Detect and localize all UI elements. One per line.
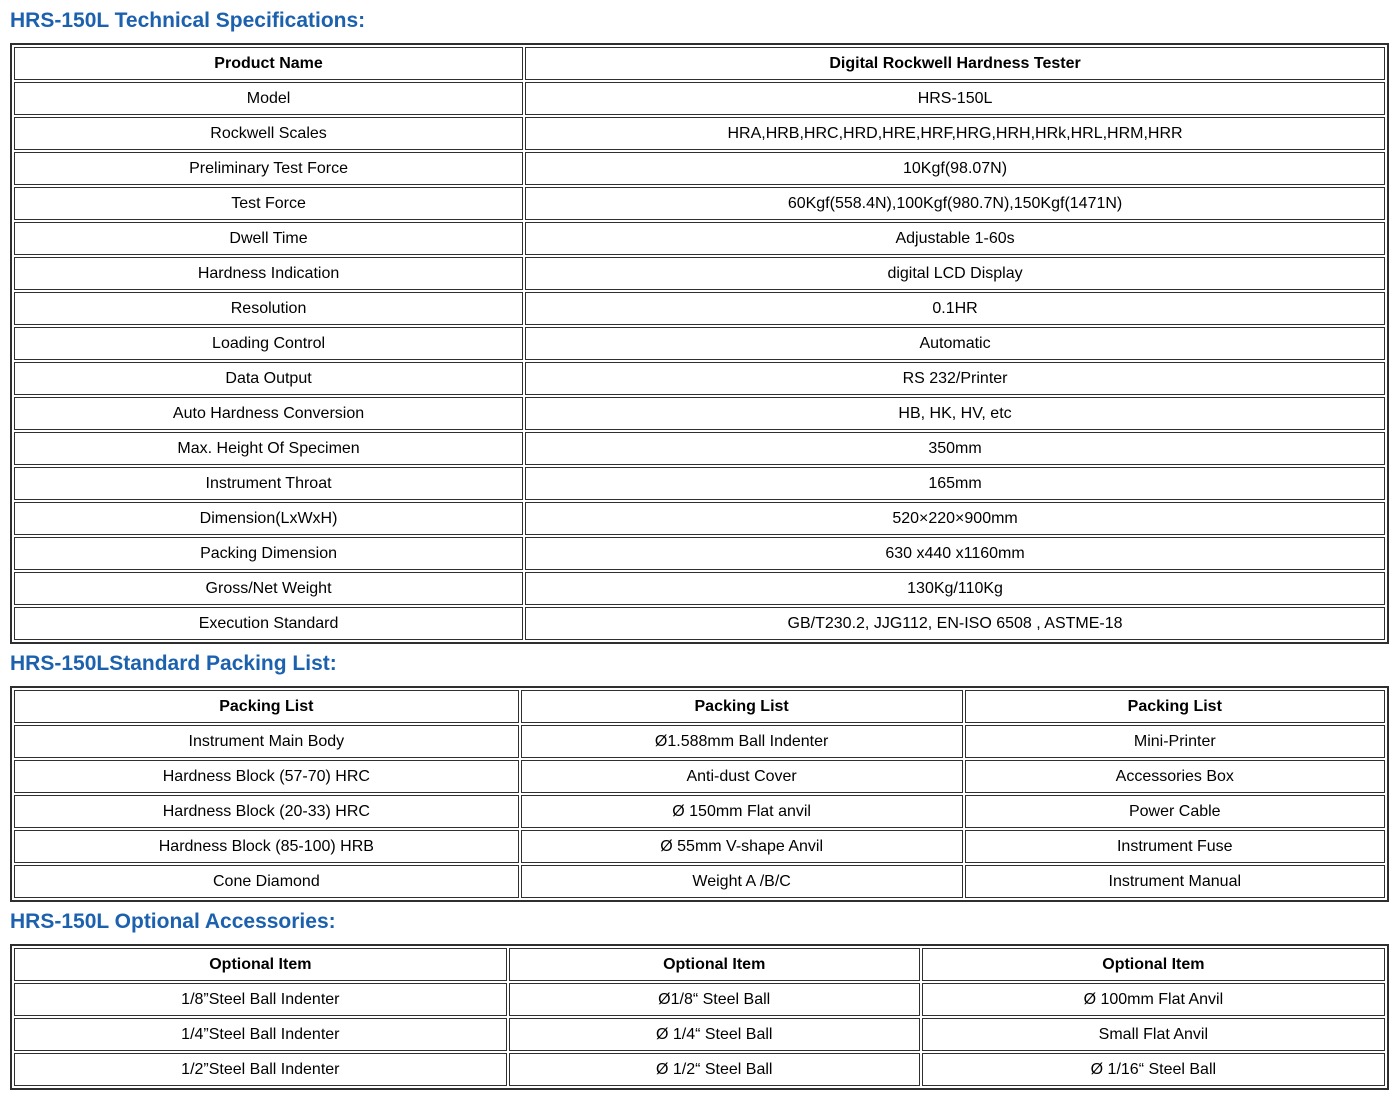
table-cell: Data Output: [14, 362, 523, 395]
table-cell: Packing Dimension: [14, 537, 523, 570]
table-cell: Cone Diamond: [14, 865, 519, 898]
table-cell: 130Kg/110Kg: [525, 572, 1385, 605]
table-row: [14, 397, 1385, 430]
optional-accessories-title: HRS-150L Optional Accessories:: [10, 910, 336, 933]
table-cell: Ø1/8“ Steel Ball: [509, 983, 920, 1016]
table-cell: digital LCD Display: [525, 257, 1385, 290]
column-header-cell: Optional Item: [14, 948, 507, 981]
standard-packing-list-title: HRS-150LStandard Packing List:: [10, 652, 337, 675]
table-cell: Ø 55mm V-shape Anvil: [521, 830, 963, 863]
table-cell: Max. Height Of Specimen: [14, 432, 523, 465]
table-cell: HB, HK, HV, etc: [525, 397, 1385, 430]
table-header-row: [14, 690, 1385, 723]
column-header-cell: Packing List: [14, 690, 519, 723]
table-cell: Hardness Indication: [14, 257, 523, 290]
table-row: [14, 502, 1385, 535]
table-row: [14, 117, 1385, 150]
table-cell: 520×220×900mm: [525, 502, 1385, 535]
column-header-cell: Packing List: [965, 690, 1385, 723]
table-row: [14, 865, 1385, 898]
table-cell: Hardness Block (20-33) HRC: [14, 795, 519, 828]
table-cell: Test Force: [14, 187, 523, 220]
table-cell: 350mm: [525, 432, 1385, 465]
table-cell: Dimension(LxWxH): [14, 502, 523, 535]
table-cell: Anti-dust Cover: [521, 760, 963, 793]
table-cell: 10Kgf(98.07N): [525, 152, 1385, 185]
table-cell: Adjustable 1-60s: [525, 222, 1385, 255]
table-row: [14, 467, 1385, 500]
column-header-cell: Optional Item: [509, 948, 920, 981]
table-cell: Ø 100mm Flat Anvil: [922, 983, 1385, 1016]
table-cell: Mini-Printer: [965, 725, 1385, 758]
table-cell: Hardness Block (57-70) HRC: [14, 760, 519, 793]
column-header-cell: Optional Item: [922, 948, 1385, 981]
table-cell: 165mm: [525, 467, 1385, 500]
table-cell: 1/4”Steel Ball Indenter: [14, 1018, 507, 1051]
table-row: [14, 572, 1385, 605]
table-row: [14, 725, 1385, 758]
table-row: [14, 795, 1385, 828]
table-header-row: [14, 47, 1385, 80]
table-cell: Resolution: [14, 292, 523, 325]
table-cell: Model: [14, 82, 523, 115]
section-standard-packing-list: [10, 651, 1390, 902]
table-cell: Hardness Block (85-100) HRB: [14, 830, 519, 863]
table-row: [14, 327, 1385, 360]
table-cell: Accessories Box: [965, 760, 1385, 793]
table-cell: Power Cable: [965, 795, 1385, 828]
table-row: [14, 983, 1385, 1016]
table-cell: Automatic: [525, 327, 1385, 360]
table-row: [14, 537, 1385, 570]
table-cell: HRA,HRB,HRC,HRD,HRE,HRF,HRG,HRH,HRk,HRL,HRM,HRR: [525, 117, 1385, 150]
table-cell: Instrument Fuse: [965, 830, 1385, 863]
table-header-row: [14, 948, 1385, 981]
table-row: [14, 830, 1385, 863]
section-technical-specifications: [10, 8, 1390, 644]
table-cell: Instrument Main Body: [14, 725, 519, 758]
table-row: [14, 152, 1385, 185]
table-cell: Preliminary Test Force: [14, 152, 523, 185]
table-cell: Execution Standard: [14, 607, 523, 640]
table-row: [14, 292, 1385, 325]
table-row: [14, 607, 1385, 640]
table-cell: 60Kgf(558.4N),100Kgf(980.7N),150Kgf(1471N): [525, 187, 1385, 220]
column-header-cell: Digital Rockwell Hardness Tester: [525, 47, 1385, 80]
table-cell: Ø 1/4“ Steel Ball: [509, 1018, 920, 1051]
table-row: [14, 1053, 1385, 1086]
table-row: [14, 187, 1385, 220]
table-row: [14, 760, 1385, 793]
table-cell: HRS-150L: [525, 82, 1385, 115]
standard-packing-list-table: [10, 686, 1389, 902]
table-cell: Ø 150mm Flat anvil: [521, 795, 963, 828]
table-cell: Small Flat Anvil: [922, 1018, 1385, 1051]
table-row: [14, 432, 1385, 465]
column-header-cell: Product Name: [14, 47, 523, 80]
table-cell: 1/8”Steel Ball Indenter: [14, 983, 507, 1016]
table-row: [14, 82, 1385, 115]
table-cell: 630 x440 x1160mm: [525, 537, 1385, 570]
table-cell: Rockwell Scales: [14, 117, 523, 150]
table-cell: GB/T230.2, JJG112, EN-ISO 6508 , ASTME-18: [525, 607, 1385, 640]
table-cell: Ø 1/16“ Steel Ball: [922, 1053, 1385, 1086]
table-row: [14, 257, 1385, 290]
table-row: [14, 222, 1385, 255]
table-cell: Weight A /B/C: [521, 865, 963, 898]
table-cell: Instrument Manual: [965, 865, 1385, 898]
table-cell: 1/2”Steel Ball Indenter: [14, 1053, 507, 1086]
technical-specifications-table: [10, 43, 1389, 644]
table-cell: Ø1.588mm Ball Indenter: [521, 725, 963, 758]
technical-specifications-title: HRS-150L Technical Specifications:: [10, 9, 366, 32]
section-optional-accessories: [10, 909, 1390, 1090]
table-cell: Gross/Net Weight: [14, 572, 523, 605]
column-header-cell: Packing List: [521, 690, 963, 723]
optional-accessories-table: [10, 944, 1389, 1090]
table-cell: Auto Hardness Conversion: [14, 397, 523, 430]
table-cell: Ø 1/2“ Steel Ball: [509, 1053, 920, 1086]
table-cell: Dwell Time: [14, 222, 523, 255]
table-row: [14, 1018, 1385, 1051]
table-row: [14, 362, 1385, 395]
table-cell: 0.1HR: [525, 292, 1385, 325]
table-cell: Instrument Throat: [14, 467, 523, 500]
table-cell: Loading Control: [14, 327, 523, 360]
table-cell: RS 232/Printer: [525, 362, 1385, 395]
